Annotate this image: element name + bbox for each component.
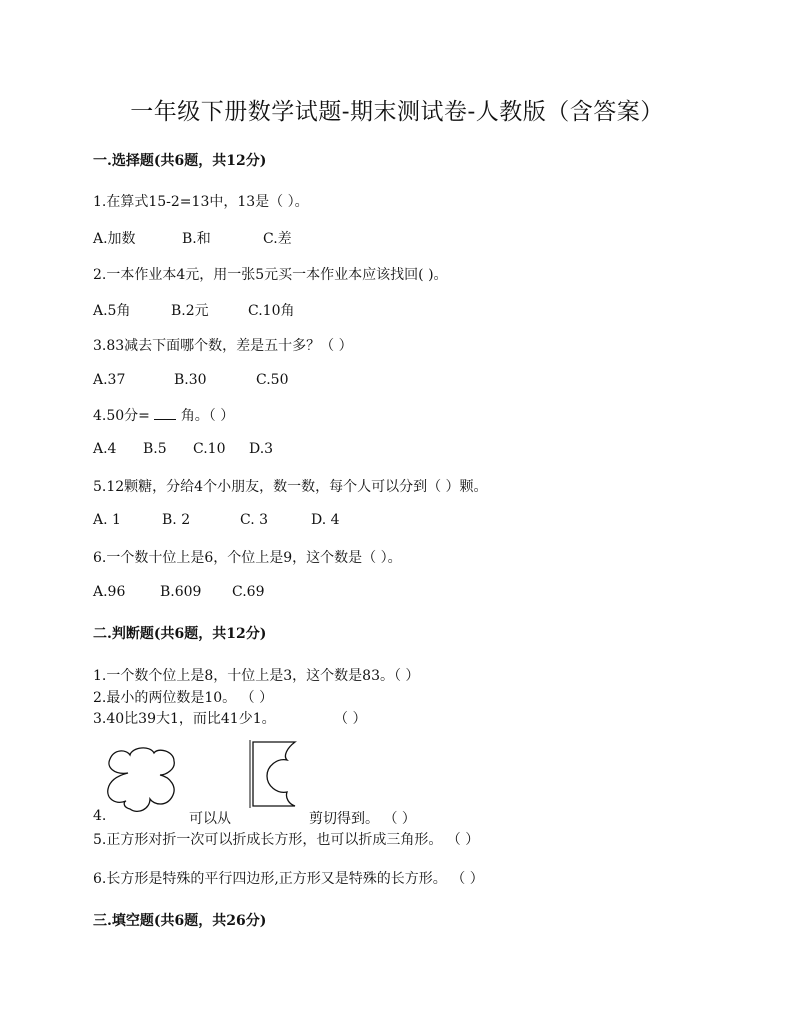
judge-question-4-middle: 可以从 bbox=[189, 811, 231, 827]
option-4c: C.10 bbox=[193, 441, 226, 457]
question-6: 6.一个数十位上是6，个位上是9，这个数是（ ）。 bbox=[93, 550, 402, 566]
question-4 bbox=[93, 405, 234, 425]
clover-shape-figure bbox=[104, 745, 182, 817]
option-3a: A.37 bbox=[93, 372, 126, 388]
option-5c: C. 3 bbox=[240, 512, 269, 528]
option-6c: C.69 bbox=[232, 584, 265, 600]
cut-paper-figure bbox=[249, 740, 299, 810]
page-title: 一年级下册数学试题-期末测试卷-人教版（含答案） bbox=[130, 99, 664, 125]
judge-question-3: 3.40比39大1，而比41少1。 bbox=[93, 711, 276, 727]
option-2a: A.5角 bbox=[93, 303, 131, 319]
option-1c: C.差 bbox=[263, 231, 292, 247]
judge-question-5: 5.正方形对折一次可以折成长方形，也可以折成三角形。 （ ） bbox=[93, 832, 480, 848]
judge-question-1: 1.一个数个位上是8，十位上是3，这个数是83。（ ） bbox=[93, 668, 420, 684]
judge-question-3-paren: （ ） bbox=[334, 711, 367, 727]
question-1: 1.在算式15-2=13中，13是（ ）。 bbox=[93, 194, 309, 210]
option-5b: B. 2 bbox=[162, 512, 191, 528]
judge-question-4-number: 4. bbox=[93, 808, 107, 824]
option-3c: C.50 bbox=[256, 372, 289, 388]
option-2c: C.10角 bbox=[248, 303, 295, 319]
option-4a: A.4 bbox=[93, 441, 117, 457]
option-2b: B.2元 bbox=[171, 303, 209, 319]
section-heading-judge: 二.判断题(共6题，共12分) bbox=[93, 626, 267, 642]
option-3b: B.30 bbox=[174, 372, 207, 388]
option-6a: A.96 bbox=[93, 584, 126, 600]
option-4d: D.3 bbox=[249, 441, 274, 457]
option-4b: B.5 bbox=[143, 441, 167, 457]
option-5d: D. 4 bbox=[311, 512, 340, 528]
option-5a: A. 1 bbox=[93, 512, 121, 528]
option-1a: A.加数 bbox=[93, 231, 136, 247]
question-4-text-after: 角。（ ） bbox=[180, 408, 235, 424]
question-3: 3.83减去下面哪个数，差是五十多？（ ） bbox=[93, 338, 353, 354]
option-6b: B.609 bbox=[160, 584, 202, 600]
judge-question-4-end: 剪切得到。 （ ） bbox=[309, 811, 416, 827]
question-2: 2.一本作业本4元，用一张5元买一本作业本应该找回( )。 bbox=[93, 267, 448, 283]
option-1b: B.和 bbox=[182, 231, 211, 247]
question-5: 5.12颗糖，分给4个小朋友，数一数，每个人可以分到（ ）颗。 bbox=[93, 479, 488, 495]
judge-question-6: 6.长方形是特殊的平行四边形,正方形又是特殊的长方形。 （ ） bbox=[93, 871, 484, 887]
section-heading-choice: 一.选择题(共6题，共12分) bbox=[93, 153, 267, 169]
question-4-text-before: 4.50分= bbox=[93, 408, 150, 424]
section-heading-fill: 三.填空题(共6题，共26分) bbox=[93, 913, 267, 929]
answer-blank bbox=[154, 407, 176, 420]
judge-question-2: 2.最小的两位数是10。 （ ） bbox=[93, 690, 274, 706]
